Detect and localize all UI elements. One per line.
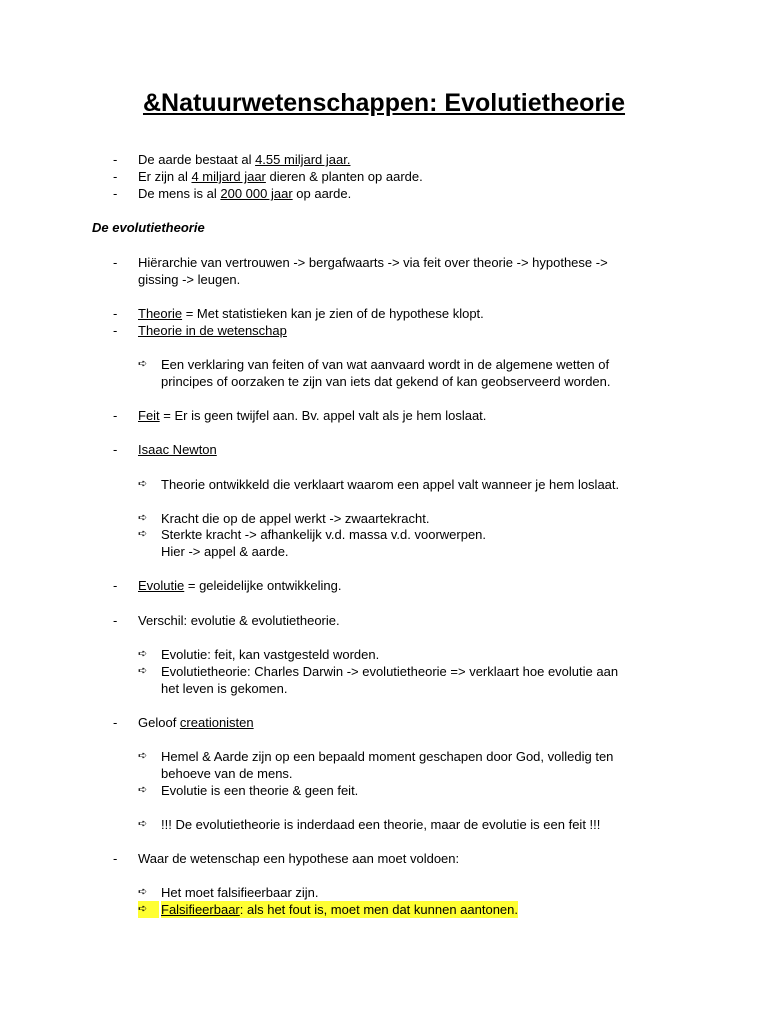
geloof-item3: !!! De evolutietheorie is inderdaad een theorie, maar de evolutie is een feit !!! xyxy=(161,817,601,832)
falsifieerbaar-term: Falsifieerbaar xyxy=(161,902,240,917)
geloof-item1-line2: behoeve van de mens. xyxy=(161,766,293,781)
section-heading: De evolutietheorie xyxy=(92,220,205,235)
evolutie-definition: = geleidelijke ontwikkeling. xyxy=(184,578,342,593)
intro-text: op aarde. xyxy=(292,186,352,201)
arrow-bullet-icon: ➪ xyxy=(138,358,148,370)
theorie-wetenschap-term: Theorie in de wetenschap xyxy=(138,323,287,338)
feit-term: Feit xyxy=(138,408,160,423)
arrow-bullet-icon: ➪ xyxy=(138,528,148,540)
dash-bullet: - xyxy=(113,323,118,338)
arrow-bullet-icon: ➪ xyxy=(138,512,148,524)
dash-bullet: - xyxy=(113,306,118,321)
intro-text: dieren & planten op aarde. xyxy=(265,169,423,184)
intro-text: De mens is al xyxy=(138,186,221,201)
hierarchy-text-line2: gissing -> leugen. xyxy=(138,272,241,287)
dash-bullet: - xyxy=(113,255,118,270)
dash-bullet: - xyxy=(113,715,118,730)
newton-theory: Theorie ontwikkeld die verklaart waarom een appel valt wanneer je hem loslaat. xyxy=(161,477,620,492)
newton-sterkte-line1: Sterkte kracht -> afhankelijk v.d. massa v.d. voorwerpen. xyxy=(161,527,487,542)
arrow-bullet-icon: ➪ xyxy=(138,750,148,762)
evolutie-term: Evolutie xyxy=(138,578,185,593)
dash-bullet: - xyxy=(113,613,118,628)
feit-definition: = Er is geen twijfel aan. Bv. appel valt als je hem loslaat. xyxy=(159,408,487,423)
dash-bullet: - xyxy=(113,578,118,593)
dash-bullet: - xyxy=(113,851,118,866)
arrow-bullet-icon: ➪ xyxy=(138,665,148,677)
intro-underlined: 4.55 miljard jaar. xyxy=(255,152,351,167)
theorie-definition: = Met statistieken kan je zien of de hypothese klopt. xyxy=(182,306,484,321)
intro-underlined: 4 miljard jaar xyxy=(191,169,266,184)
dash-bullet: - xyxy=(113,169,118,184)
falsifieerbaar-definition: : als het fout is, moet men dat kunnen aantonen. xyxy=(239,902,519,917)
arrow-bullet-icon: ➪ xyxy=(138,818,148,830)
verschil-item2-line2: het leven is gekomen. xyxy=(161,681,288,696)
verklaring-line2: principes of oorzaken te zijn van iets dat gekend of kan geobserveerd worden. xyxy=(161,374,611,389)
arrow-bullet-icon: ➪ xyxy=(138,648,148,660)
geloof-pre: Geloof xyxy=(138,715,180,730)
geloof-item2: Evolutie is een theorie & geen feit. xyxy=(161,783,359,798)
newton-kracht: Kracht die op de appel werkt -> zwaartekracht. xyxy=(161,511,430,526)
verschil-item2-line1: Evolutietheorie: Charles Darwin -> evolutietheorie => verklaart hoe evolutie aan xyxy=(161,664,619,679)
geloof-item1-line1: Hemel & Aarde zijn op een bepaald moment geschapen door God, volledig ten xyxy=(161,749,614,764)
hierarchy-text-line1: Hiërarchie van vertrouwen -> bergafwaarts -> via feit over theorie -> hypothese -> xyxy=(138,255,608,270)
intro-underlined: 200 000 jaar xyxy=(220,186,293,201)
arrow-bullet-icon: ➪ xyxy=(138,886,148,898)
newton-name: Isaac Newton xyxy=(138,442,217,457)
dash-bullet: - xyxy=(113,152,118,167)
arrow-bullet-icon: ➪ xyxy=(138,784,148,796)
intro-text: De aarde bestaat al xyxy=(138,152,256,167)
verschil-item1: Evolutie: feit, kan vastgesteld worden. xyxy=(161,647,380,662)
wetenschap-label: Waar de wetenschap een hypothese aan moet voldoen: xyxy=(138,851,460,866)
dash-bullet: - xyxy=(113,442,118,457)
verschil-label: Verschil: evolutie & evolutietheorie. xyxy=(138,613,340,628)
arrow-bullet-icon: ➪ xyxy=(138,478,148,490)
intro-text: Er zijn al xyxy=(138,169,192,184)
page-title: &Natuurwetenschappen: Evolutietheorie xyxy=(142,89,626,117)
verklaring-line1: Een verklaring van feiten of van wat aanvaard wordt in de algemene wetten of xyxy=(161,357,610,372)
dash-bullet: - xyxy=(113,408,118,423)
geloof-term: creationisten xyxy=(179,715,254,730)
dash-bullet: - xyxy=(113,186,118,201)
theorie-term: Theorie xyxy=(138,306,183,321)
arrow-bullet-icon: ➪ xyxy=(138,901,159,918)
wetenschap-item1: Het moet falsifieerbaar zijn. xyxy=(161,885,319,900)
newton-sterkte-line2: Hier -> appel & aarde. xyxy=(161,544,289,559)
